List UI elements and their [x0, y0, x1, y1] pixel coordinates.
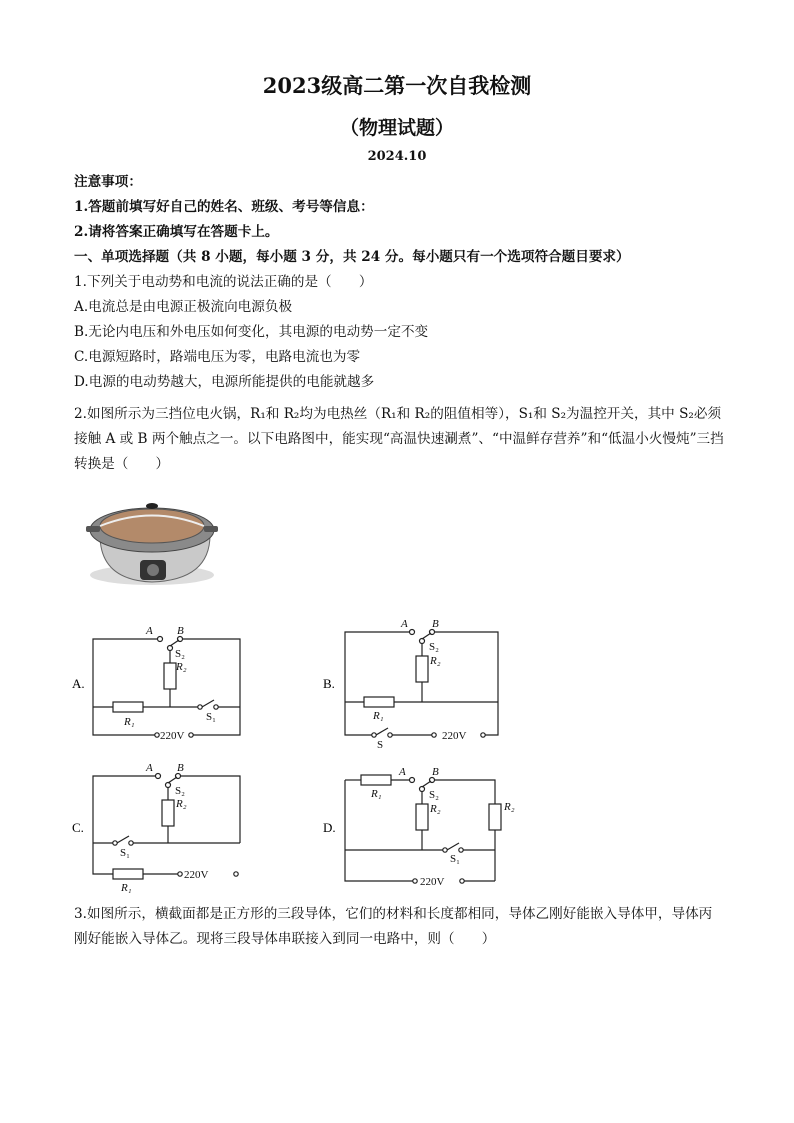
q1-option-d: D.电源的电动势越大，电源所能提供的电能就越多	[74, 374, 375, 390]
circuit-a-r1: R₁	[124, 716, 135, 728]
q2-stem: 2.如图所示为三挡位电火锅，R₁和 R₂均为电热丝（R₁和 R₂的阻值相等），S₁和 S₂为温控开关，其中 S₂必须接触 A 或 B 两个触点之一。以下电路图中，能实现“高温快速涮煮”、“中温鲜存营养”和“低温小火慢炖”三挡转换是（ ）	[74, 406, 724, 472]
note-item-1: 1.答题前填写好自己的姓名、班级、考号等信息：	[74, 199, 374, 215]
q2-option-d-label: D.	[323, 820, 336, 835]
note-item-2: 2.请将答案正确填写在答题卡上。	[74, 224, 279, 240]
section-heading: 一、单项选择题（共 8 小题，每小题 3 分，共 24 分。每小题只有一个选项符合题目要求）	[74, 249, 630, 265]
circuit-a-s2: S₂	[175, 648, 185, 660]
circuit-c-contact-b: B	[177, 762, 184, 774]
circuit-a	[93, 637, 240, 738]
circuit-d-r2: R₂	[430, 803, 441, 815]
hot-pot-image	[86, 503, 218, 585]
circuit-d-s2: S₂	[429, 789, 439, 801]
exam-subtitle: （物理试题）	[339, 117, 454, 139]
q2-option-b-label: B.	[323, 676, 335, 691]
q2-option-a-label: A.	[72, 676, 85, 691]
circuit-b-r1: R₁	[373, 710, 384, 722]
circuit-b-s: S	[377, 739, 384, 751]
notes-heading: 注意事项：	[74, 174, 142, 190]
circuit-c-r1: R₁	[121, 882, 132, 894]
circuit-c-s2: S₂	[175, 785, 185, 797]
q1-option-b: B.无论内电压和外电压如何变化，其电源的电动势一定不变	[74, 324, 429, 340]
exam-date: 2024.10	[367, 149, 427, 164]
circuit-a-r2: R₂	[176, 661, 187, 673]
circuit-d	[345, 775, 501, 883]
circuit-d-r2-right: R₂	[504, 801, 515, 813]
circuit-c-contact-a: A	[146, 762, 153, 774]
circuit-c-r2: R₂	[176, 798, 187, 810]
circuit-d-contact-b: B	[432, 766, 439, 778]
circuit-b-r2: R₂	[430, 655, 441, 667]
circuit-a-voltage: 220V	[160, 730, 185, 742]
exam-title: 2023级高二第一次自我检测	[262, 73, 532, 98]
circuit-a-s1: S₁	[206, 711, 216, 723]
circuit-a-contact-b: B	[177, 625, 184, 637]
q1-stem: 1.下列关于电动势和电流的说法正确的是（ ）	[74, 274, 373, 290]
circuit-b-contact-b: B	[432, 618, 439, 630]
circuit-b	[345, 630, 498, 738]
circuit-a-contact-a: A	[146, 625, 153, 637]
circuit-b-contact-a: A	[401, 618, 408, 630]
circuit-d-contact-a: A	[399, 766, 406, 778]
q2-option-c-label: C.	[72, 820, 84, 835]
circuit-d-s1: S₁	[450, 853, 460, 865]
circuit-c-voltage: 220V	[184, 869, 209, 881]
circuit-c	[93, 774, 240, 880]
circuit-b-s2: S₂	[429, 641, 439, 653]
circuit-b-voltage: 220V	[442, 730, 467, 742]
circuit-d-r1: R₁	[371, 788, 382, 800]
circuit-d-voltage: 220V	[420, 876, 445, 888]
circuit-c-s1: S₁	[120, 847, 130, 859]
q1-option-c: C.电源短路时，路端电压为零，电路电流也为零	[74, 349, 361, 365]
q1-option-a: A.电流总是由电源正极流向电源负极	[74, 299, 293, 315]
q3-stem: 3.如图所示，横截面都是正方形的三段导体，它们的材料和长度都相同，导体乙刚好能嵌入导体甲，导体丙刚好能嵌入导体乙。现将三段导体串联接入到同一电路中，则（ ）	[74, 906, 713, 947]
